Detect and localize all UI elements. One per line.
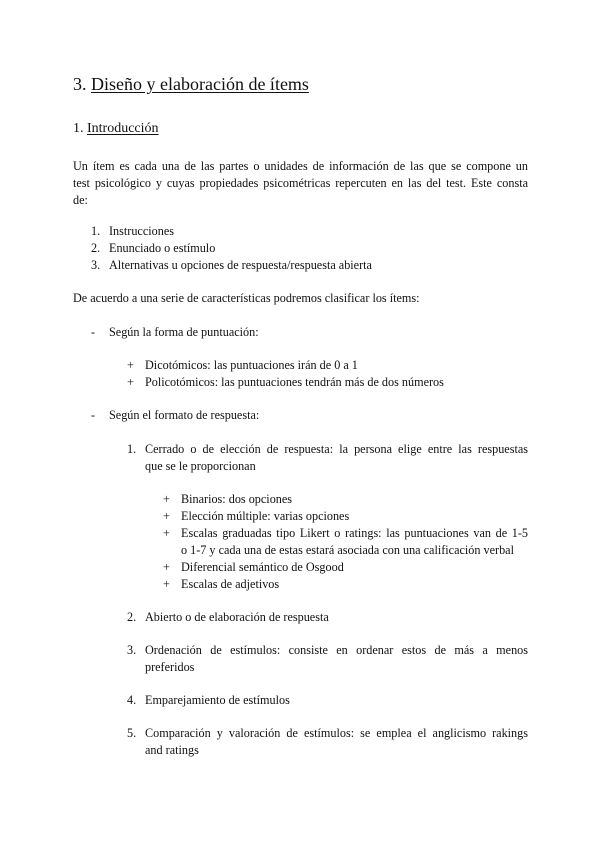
title-number: 3.: [73, 74, 87, 94]
section-number: 1.: [73, 121, 84, 136]
scoring-label: Según la forma de puntuación:: [109, 325, 259, 339]
intro-line-3: de:: [73, 193, 88, 207]
component-item: Enunciado o estímulo: [109, 241, 216, 255]
subitem-plus: +: [163, 560, 170, 574]
format-item-line: que se le proporcionan: [145, 459, 256, 473]
scoring-dash: -: [91, 325, 96, 339]
format-item-marker: 4.: [127, 693, 137, 707]
intro-line-1: Un ítem es cada una de las partes o unidades de información de las que se compone un: [73, 159, 528, 173]
subitem-text: Binarios: dos opciones: [181, 492, 293, 506]
subitem-plus: +: [163, 509, 170, 523]
component-item: Alternativas u opciones de respuesta/respuesta abierta: [109, 258, 372, 272]
title-text: Diseño y elaboración de ítems: [91, 74, 309, 94]
component-item: Instrucciones: [109, 224, 174, 238]
format-item-marker: 3.: [127, 643, 137, 657]
format-item-marker: 5.: [127, 726, 137, 740]
component-marker: 3.: [91, 258, 101, 272]
scoring-plus: +: [127, 375, 134, 389]
subitem-text: Diferencial semántico de Osgood: [181, 560, 344, 574]
subitem-plus: +: [163, 577, 170, 591]
section-heading: [73, 121, 159, 137]
format-item-line: and ratings: [145, 743, 199, 757]
format-label: Según el formato de respuesta:: [109, 408, 260, 422]
subitem-plus: +: [163, 526, 170, 540]
intro-line-2: test psicológico y cuyas propiedades psicométricas repercuten en las del test. Este consta: [73, 176, 528, 190]
scoring-item: Dicotómicos: las puntuaciones irán de 0 a 1: [145, 358, 358, 372]
scoring-plus: +: [127, 358, 134, 372]
subitem-text: Elección múltiple: varias opciones: [181, 509, 350, 523]
format-item-line: Abierto o de elaboración de respuesta: [145, 610, 329, 624]
format-item-line: preferidos: [145, 660, 195, 674]
classify-text: De acuerdo a una serie de características podremos clasificar los ítems:: [73, 291, 420, 305]
format-item-line: Emparejamiento de estímulos: [145, 693, 290, 707]
subitem-plus: +: [163, 492, 170, 506]
component-marker: 2.: [91, 241, 101, 255]
section-text: Introducción: [87, 121, 159, 136]
scoring-item: Policotómicos: las puntuaciones tendrán más de dos números: [145, 375, 444, 389]
subitem-text: Escalas de adjetivos: [181, 577, 280, 591]
format-dash: -: [91, 408, 96, 422]
document-title: [73, 74, 309, 95]
component-marker: 1.: [91, 224, 101, 238]
format-item-marker: 1.: [127, 442, 137, 456]
subitem-text: o 1-7 y cada una de estas estará asociada con una calificación verbal: [181, 543, 514, 557]
format-item-line: Comparación y valoración de estímulos: se emplea el anglicismo rakings: [145, 726, 528, 740]
format-item-marker: 2.: [127, 610, 137, 624]
format-item-line: Cerrado o de elección de respuesta: la persona elige entre las respuestas: [145, 442, 528, 456]
subitem-text: Escalas graduadas tipo Likert o ratings: las puntuaciones van de 1-5: [181, 526, 528, 540]
format-item-line: Ordenación de estímulos: consiste en ordenar estos de más a menos: [145, 643, 528, 657]
